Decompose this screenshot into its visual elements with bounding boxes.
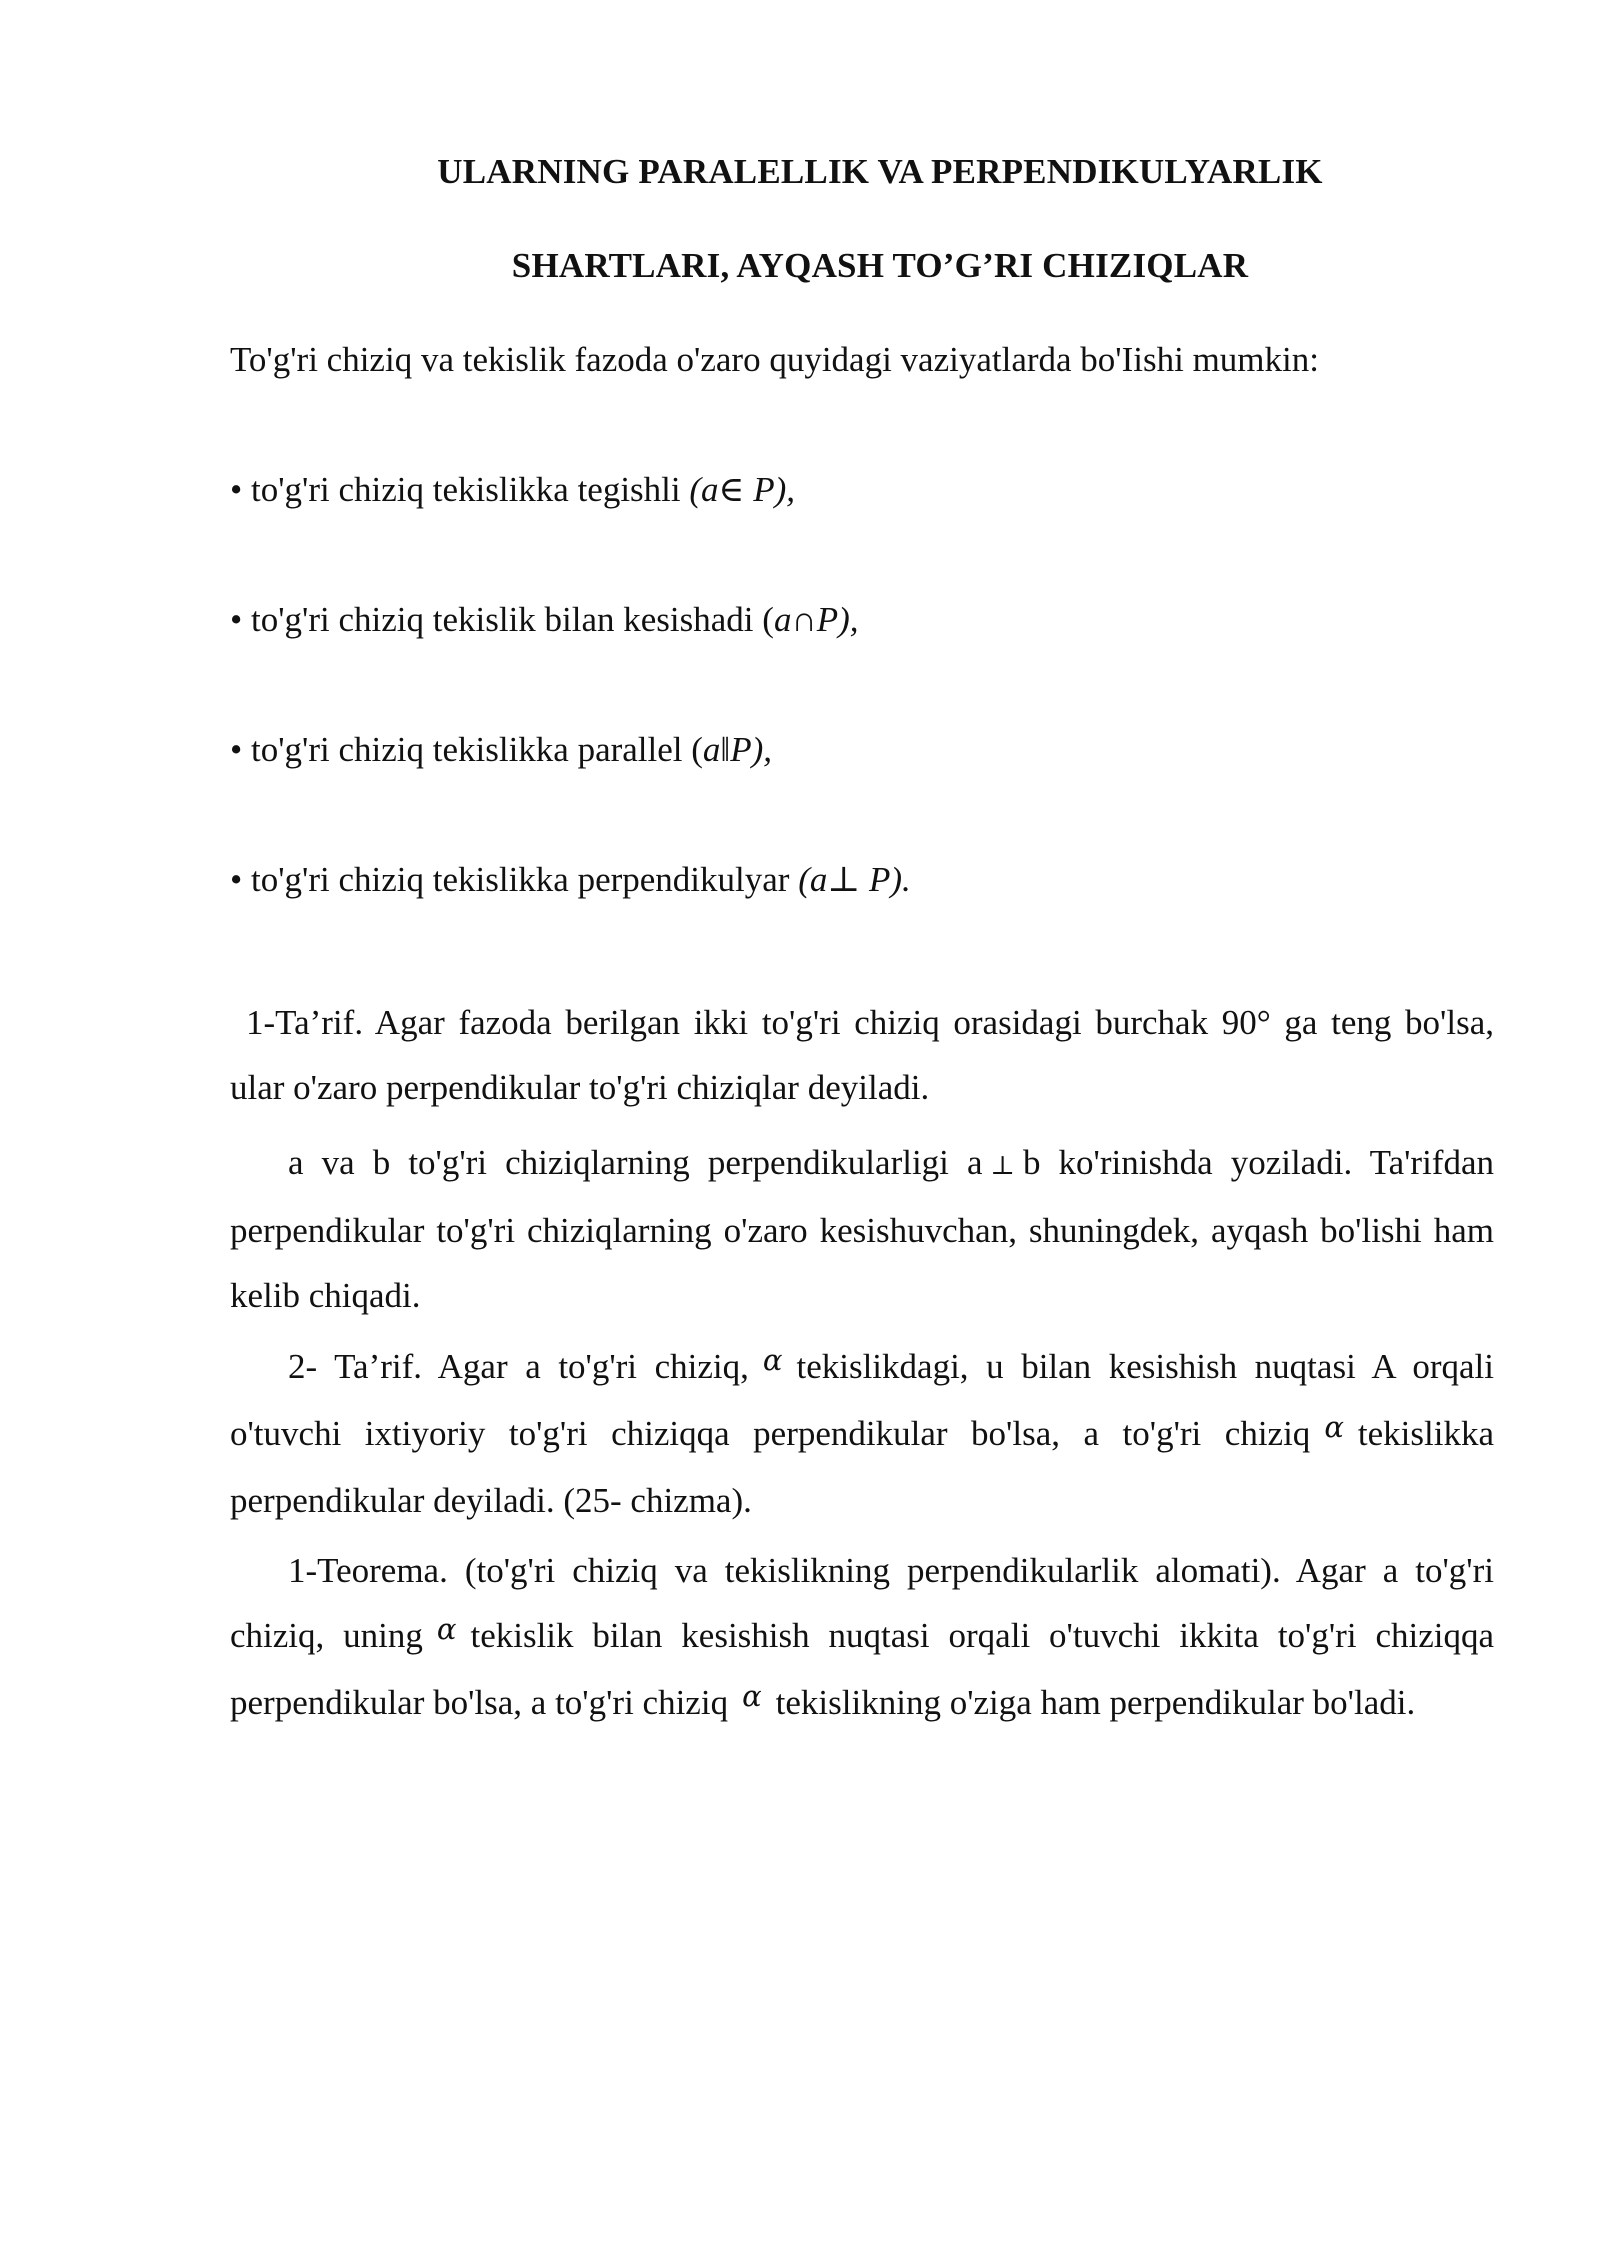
intro-text: To'g'ri chiziq va tekislik fazoda o'zaro quyidagi vaziyatlarda bo'Iishi mumkin: [230,340,1319,379]
notation-text-2: b ko'rinishda yoziladi. Ta'rifdan perpendikular to'g'ri chiziqlarning o'zaro kesishuvchan, shuningdek, ayqash bo'lishi ham kelib chiqadi. [230,1143,1494,1315]
definition-2 [230,1334,1494,1533]
notation-paragraph [230,1130,1494,1328]
notation-text-1: a va b to'g'ri chiziqlarning perpendikularligi a [288,1143,983,1182]
definition-2-text-2: tekislikdagi, u bilan kesishish nuqtasi A orqali o'tuvchi ixtiyoriy to'g'ri chiziqqa perpendikular bo'lsa, a to'g'ri chiziq [230,1347,1494,1453]
bullet-item [230,860,911,900]
bullet-text: • to'g'ri chiziq tekislik bilan kesishadi ( [230,600,774,639]
theorem-text-2: tekislik bilan kesishish nuqtasi orqali o'tuvchi ikkita to'g'ri chiziqqa perpendikular bo'lsa, a to'g'ri chiziq [230,1616,1494,1722]
bullet-text: • to'g'ri chiziq tekislikka parallel ( [230,730,703,769]
bullet-item [230,470,795,510]
definition-2-text-1: 2- Ta’rif. Agar a to'g'ri chiziq, [288,1347,749,1386]
bullet-item [230,600,859,640]
theorem-text-3: tekislikning o'ziga ham perpendikular bo'ladi. [775,1683,1416,1722]
definition-1 [230,990,1494,1120]
bullet-item [230,730,772,770]
bullet-formula: a‖P), [702,730,773,769]
alpha-symbol: α [762,1343,783,1377]
perpendicular-symbol: ⊥ [990,1151,1015,1180]
bullet-formula: (a∈ P), [689,470,795,509]
theorem-1 [230,1538,1494,1737]
alpha-symbol: α [436,1612,457,1646]
bullet-text: • to'g'ri chiziq tekislikka perpendikulyar [230,860,799,899]
theorem-text-1: 1-Teorema. (to'g'ri chiziq va tekislikning perpendikularlik alomati). Agar a to'g'ri chiziq, uning [230,1551,1494,1655]
bullet-formula: (a⊥ P). [798,860,911,899]
bullet-text: • to'g'ri chiziq tekislikka tegishli [230,470,690,509]
alpha-symbol: α [1324,1410,1344,1444]
title-line-1: ULARNING PARALELLIK VA PERPENDIKULYARLIK [437,152,1323,191]
definition-2-text-3: tekislikka perpendikular deyiladi. (25- chizma). [230,1414,1494,1520]
definition-1-text: 1-Ta’rif. Agar fazoda berilgan ikki to'g'ri chiziq orasidagi burchak 90° ga teng bo'lsa, ular o'zaro perpendikular to'g'ri chiziqlar deyiladi. [230,1003,1494,1107]
alpha-symbol: α [742,1679,762,1713]
title-line-2: SHARTLARI, AYQASH TO’G’RI CHIZIQLAR [511,246,1249,285]
bullet-formula: a∩P), [773,600,859,639]
